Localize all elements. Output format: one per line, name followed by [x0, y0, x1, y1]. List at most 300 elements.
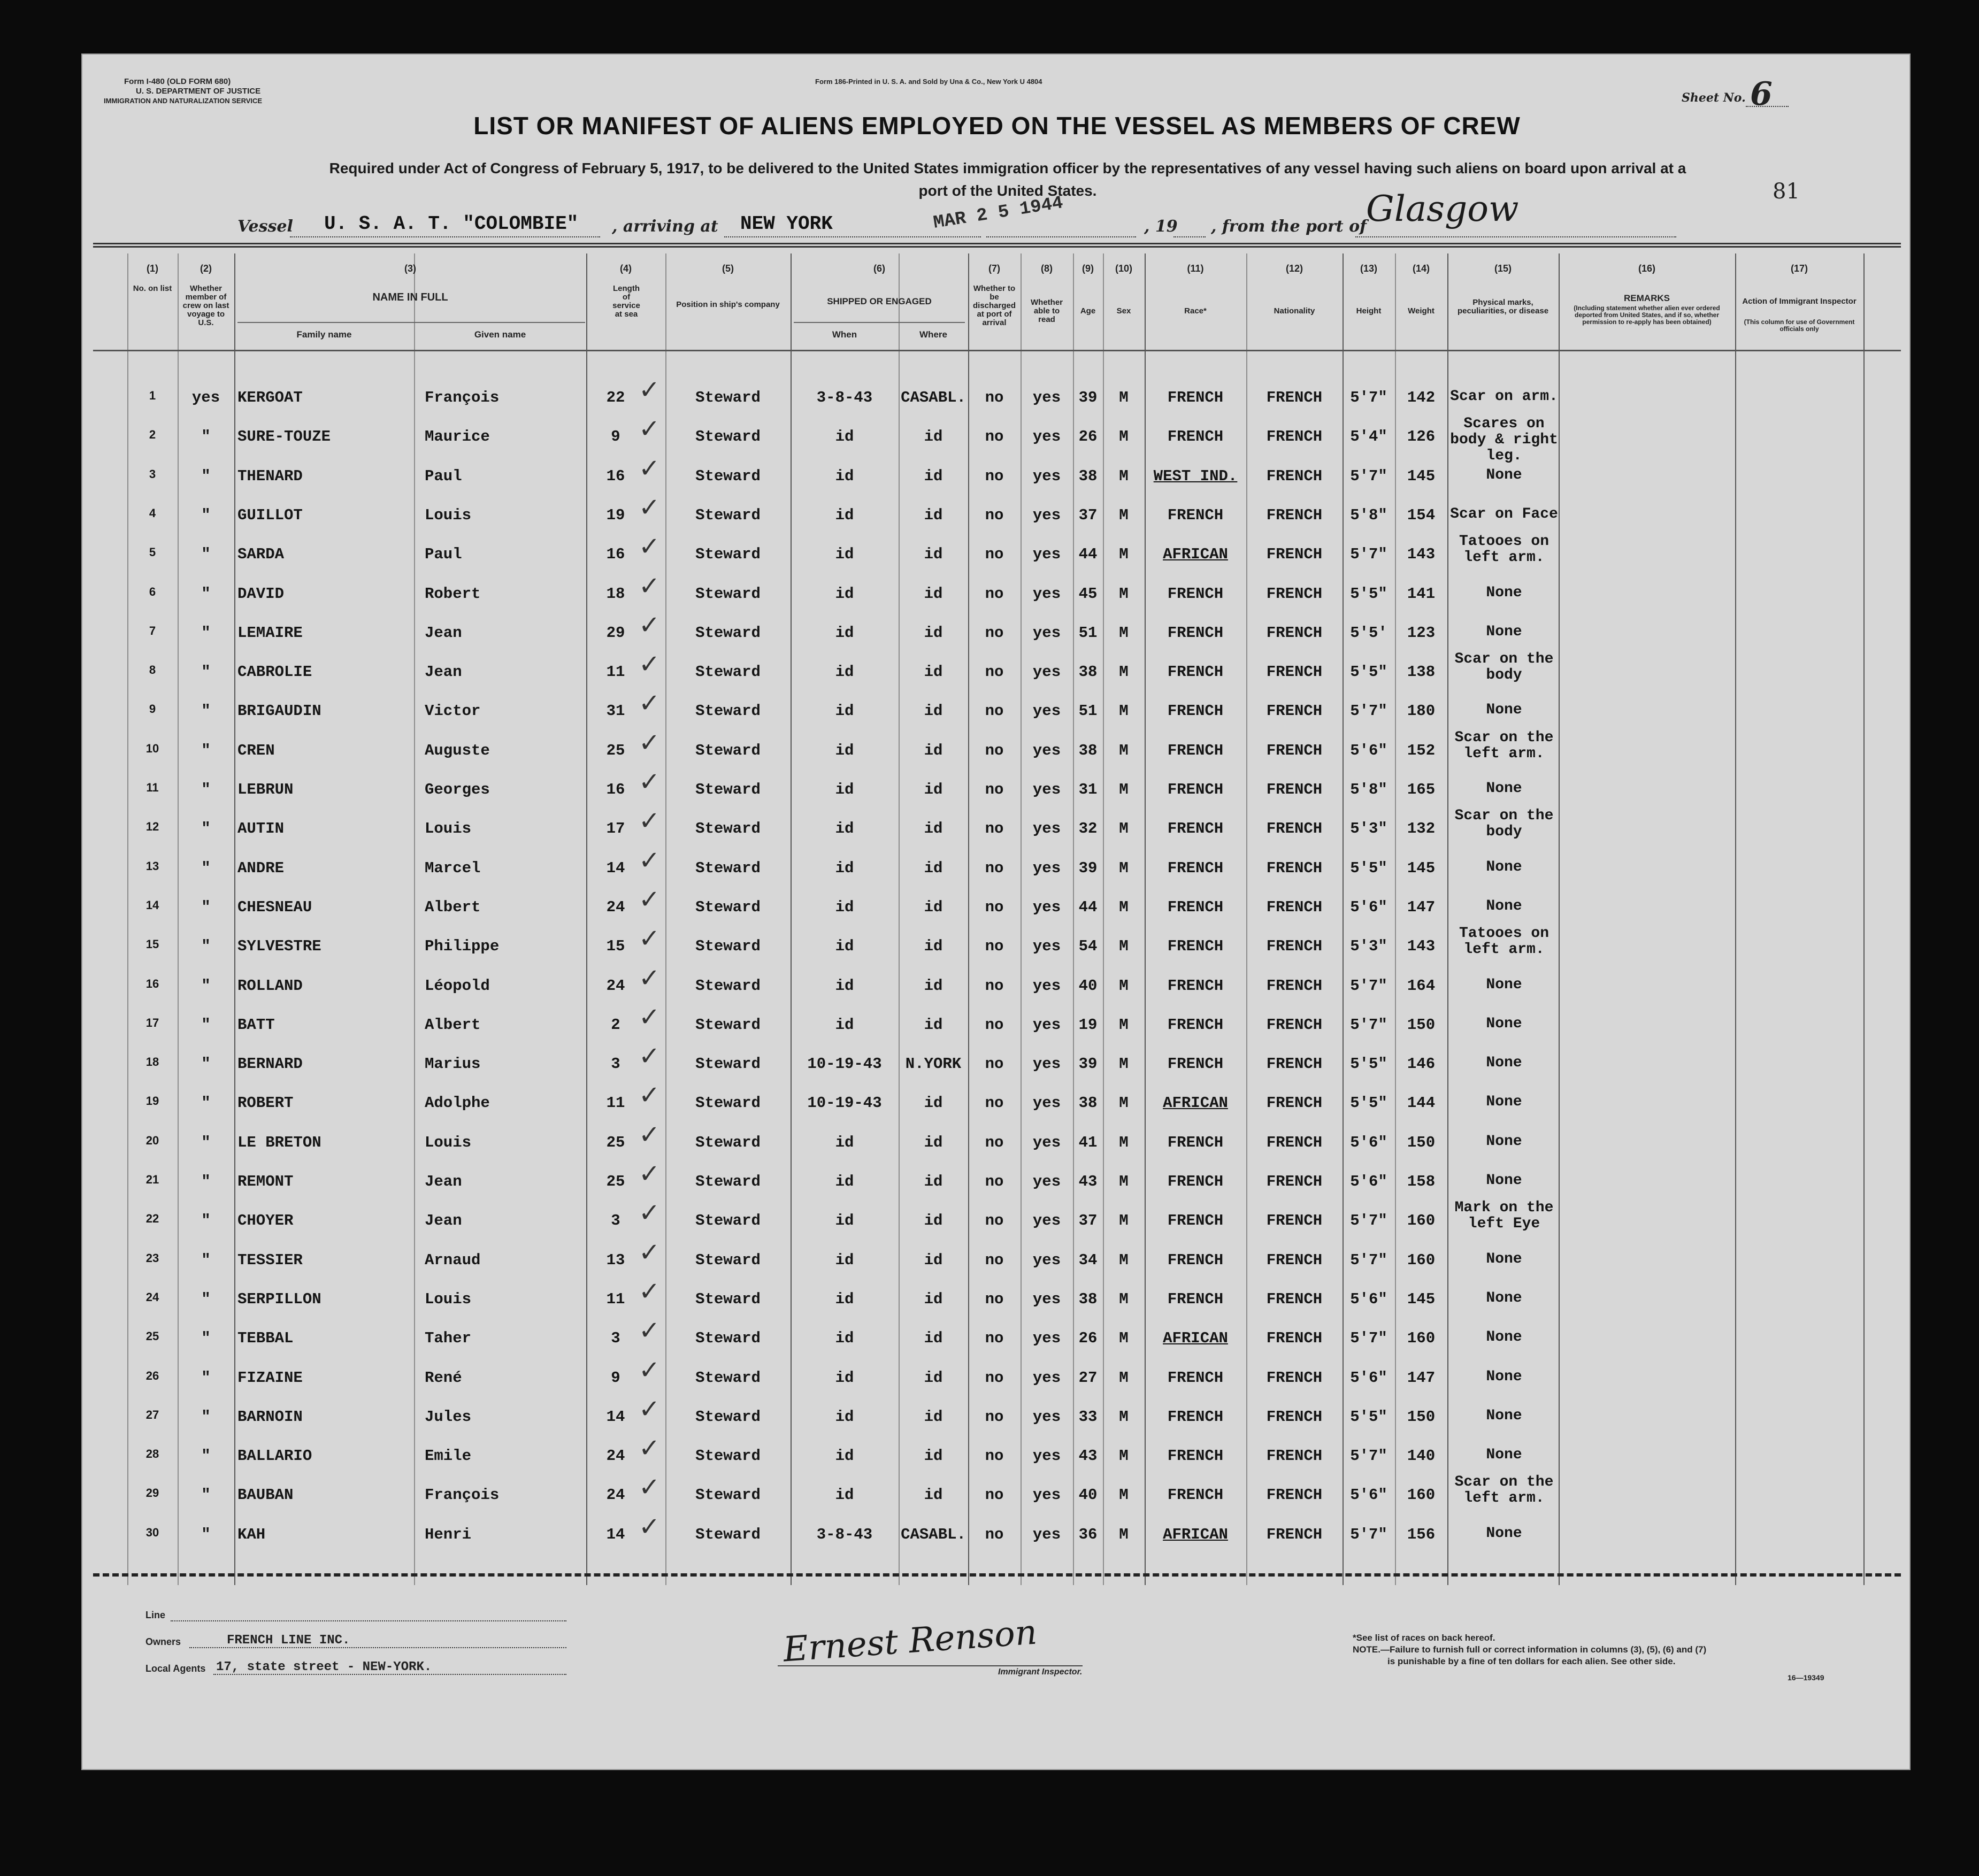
row-weight: 123 [1407, 624, 1436, 642]
row-family: CREN [237, 741, 275, 759]
row-no: 18 [145, 1055, 159, 1069]
row-service: 2 [611, 1016, 620, 1034]
row-service: 29 [606, 624, 625, 642]
col-service: Length of service at sea [612, 284, 640, 319]
row-no: 14 [145, 898, 159, 912]
row-position: Steward [695, 1212, 761, 1230]
row-race: FRENCH [1167, 1447, 1224, 1465]
row-height: 5'5" [1350, 1094, 1387, 1112]
row-marks: None [1486, 702, 1522, 719]
row-discharged: no [985, 1525, 1004, 1543]
row-read: yes [1032, 820, 1061, 838]
row-weight: 147 [1407, 1368, 1436, 1387]
row-when: id [835, 741, 854, 759]
races-note: *See list of races on back hereof. [1353, 1633, 1495, 1643]
row-nationality: FRENCH [1266, 781, 1323, 798]
row-when: id [835, 585, 854, 603]
row-race: FRENCH [1167, 1212, 1224, 1230]
row-when: id [835, 1447, 854, 1465]
row-marks: None [1486, 1368, 1522, 1385]
checkmark-icon: ✓ [639, 1237, 661, 1267]
row-nationality: FRENCH [1266, 1133, 1323, 1151]
row-crew: " [201, 1212, 211, 1230]
row-given: René [425, 1368, 462, 1387]
row-read: yes [1032, 1173, 1061, 1190]
row-discharged: no [985, 1447, 1004, 1465]
row-discharged: no [985, 1251, 1004, 1269]
row-when: id [835, 1408, 854, 1426]
row-where: id [924, 898, 943, 916]
row-where: id [924, 1016, 943, 1034]
row-read: yes [1032, 937, 1061, 956]
row-nationality: FRENCH [1266, 545, 1323, 564]
row-no: 3 [149, 467, 156, 481]
row-position: Steward [695, 977, 761, 995]
row-height: 5'7" [1350, 467, 1387, 485]
checkmark-icon: ✓ [639, 571, 661, 601]
col-given: Given name [474, 329, 526, 340]
row-when: id [835, 1133, 854, 1151]
row-crew: " [201, 663, 211, 681]
row-no: 12 [145, 820, 159, 834]
row-read: yes [1032, 585, 1061, 603]
row-position: Steward [695, 1329, 761, 1348]
row-service: 16 [606, 467, 625, 485]
row-service: 25 [606, 1133, 625, 1151]
printer-line: Form 186-Printed in U. S. A. and Sold by Una & Co., New York U 4804 [815, 78, 1042, 86]
row-given: Louis [425, 820, 472, 838]
row-no: 5 [149, 545, 156, 559]
row-weight: 140 [1407, 1447, 1436, 1465]
row-weight: 152 [1407, 741, 1436, 759]
row-read: yes [1032, 1290, 1061, 1308]
col-discharged: Whether to be discharged at port of arrival [972, 284, 1016, 327]
row-sex: M [1119, 585, 1129, 603]
row-marks: None [1486, 1094, 1522, 1111]
row-race: FRENCH [1167, 781, 1224, 798]
row-age: 32 [1078, 820, 1098, 838]
row-service: 14 [606, 1408, 625, 1426]
row-given: Maurice [425, 428, 490, 446]
row-no: 6 [149, 585, 156, 598]
row-position: Steward [695, 1525, 761, 1543]
row-read: yes [1032, 389, 1061, 406]
row-service: 3 [611, 1055, 620, 1073]
row-height: 5'5" [1350, 1408, 1387, 1426]
row-when: id [835, 937, 854, 956]
row-height: 5'6" [1350, 1486, 1387, 1504]
row-height: 5'5' [1350, 624, 1387, 642]
row-position: Steward [695, 1173, 761, 1190]
row-weight: 160 [1407, 1251, 1436, 1269]
row-weight: 143 [1407, 937, 1436, 956]
row-marks: None [1486, 1250, 1522, 1267]
row-service: 9 [611, 428, 620, 446]
row-given: Marius [425, 1055, 481, 1073]
row-crew: " [201, 781, 211, 798]
row-weight: 142 [1407, 389, 1436, 406]
row-marks: Scar on the body [1454, 808, 1554, 841]
row-age: 39 [1078, 859, 1098, 877]
row-race: WEST IND. [1153, 467, 1238, 485]
row-race: FRENCH [1167, 1290, 1224, 1308]
row-when: id [835, 1016, 854, 1034]
row-race: FRENCH [1167, 702, 1224, 720]
row-sex: M [1119, 506, 1129, 524]
row-height: 5'7" [1350, 977, 1387, 995]
row-marks: None [1486, 1525, 1522, 1542]
row-position: Steward [695, 1055, 761, 1073]
row-height: 5'4" [1350, 428, 1387, 446]
row-weight: 160 [1407, 1212, 1436, 1230]
checkmark-icon: ✓ [639, 1355, 661, 1385]
row-position: Steward [695, 1251, 761, 1269]
row-where: id [924, 1368, 943, 1387]
row-marks: None [1486, 1289, 1522, 1306]
row-weight: 156 [1407, 1525, 1436, 1543]
row-family: ANDRE [237, 859, 285, 877]
row-where: id [924, 1329, 943, 1348]
checkmark-icon: ✓ [639, 1002, 661, 1032]
checkmark-icon: ✓ [639, 1041, 661, 1072]
row-height: 5'6" [1350, 741, 1387, 759]
row-crew: " [201, 1290, 211, 1308]
row-race: FRENCH [1167, 1251, 1224, 1269]
row-where: id [924, 1408, 943, 1426]
row-position: Steward [695, 585, 761, 603]
row-service: 25 [606, 1173, 625, 1190]
checkmark-icon: ✓ [639, 1119, 661, 1150]
row-age: 38 [1078, 663, 1098, 681]
checkmark-icon: ✓ [639, 375, 661, 405]
row-marks: None [1486, 1172, 1522, 1189]
row-nationality: FRENCH [1266, 1173, 1323, 1190]
row-service: 14 [606, 859, 625, 877]
row-family: REMONT [237, 1173, 294, 1190]
row-when: id [835, 624, 854, 642]
date-stamp: MAR 2 5 1944 [932, 193, 1065, 234]
row-discharged: no [985, 389, 1004, 406]
row-where: id [924, 977, 943, 995]
row-marks: None [1486, 1133, 1522, 1150]
row-service: 11 [606, 663, 625, 681]
from-port: Glasgow [1366, 188, 1519, 229]
row-race: FRENCH [1167, 898, 1224, 916]
row-discharged: no [985, 1133, 1004, 1151]
row-position: Steward [695, 467, 761, 485]
row-sex: M [1119, 820, 1129, 838]
row-race: FRENCH [1167, 389, 1224, 406]
row-family: BAUBAN [237, 1486, 294, 1504]
page-number: 81 [1773, 179, 1800, 204]
row-age: 41 [1078, 1133, 1098, 1151]
row-discharged: no [985, 624, 1004, 642]
checkmark-icon: ✓ [639, 649, 661, 680]
col-age: Age [1080, 306, 1096, 316]
row-position: Steward [695, 663, 761, 681]
row-race: FRENCH [1167, 1368, 1224, 1387]
service: IMMIGRATION AND NATURALIZATION SERVICE [104, 97, 263, 105]
row-given: Victor [425, 702, 481, 720]
row-marks: None [1486, 623, 1522, 640]
row-weight: 147 [1407, 898, 1436, 916]
row-height: 5'6" [1350, 898, 1387, 916]
row-marks: Scar on Face [1450, 505, 1558, 522]
row-weight: 141 [1407, 585, 1436, 603]
row-marks: Tatooes on left arm. [1459, 533, 1550, 566]
row-given: Louis [425, 1133, 472, 1151]
row-marks: None [1486, 976, 1522, 993]
row-read: yes [1032, 1251, 1061, 1269]
row-sex: M [1119, 1055, 1129, 1073]
row-race: FRENCH [1167, 663, 1224, 681]
row-marks: None [1486, 1329, 1522, 1346]
row-position: Steward [695, 781, 761, 798]
row-family: THENARD [237, 467, 303, 485]
row-read: yes [1032, 741, 1061, 759]
row-height: 5'7" [1350, 1212, 1387, 1230]
row-service: 13 [606, 1251, 625, 1269]
row-service: 18 [606, 585, 625, 603]
row-race: FRENCH [1167, 585, 1224, 603]
row-age: 31 [1078, 781, 1098, 798]
row-service: 11 [606, 1094, 625, 1112]
row-discharged: no [985, 585, 1004, 603]
row-family: ROLLAND [237, 977, 303, 995]
row-nationality: FRENCH [1266, 506, 1323, 524]
row-when: id [835, 506, 854, 524]
row-service: 17 [606, 820, 625, 838]
row-weight: 180 [1407, 702, 1436, 720]
row-position: Steward [695, 1408, 761, 1426]
row-nationality: FRENCH [1266, 1212, 1323, 1230]
row-sex: M [1119, 898, 1129, 916]
row-crew: " [201, 1055, 211, 1073]
row-crew: " [201, 1094, 211, 1112]
row-given: Louis [425, 506, 472, 524]
row-height: 5'7" [1350, 1525, 1387, 1543]
checkmark-icon: ✓ [639, 688, 661, 719]
row-no: 19 [145, 1094, 159, 1108]
row-race: FRENCH [1167, 1133, 1224, 1151]
row-when: id [835, 859, 854, 877]
row-read: yes [1032, 545, 1061, 564]
row-given: Jean [425, 663, 462, 681]
row-age: 40 [1078, 1486, 1098, 1504]
row-discharged: no [985, 1290, 1004, 1308]
checkmark-icon: ✓ [639, 610, 661, 640]
row-crew: " [201, 624, 211, 642]
checkmark-icon: ✓ [639, 1511, 661, 1542]
row-discharged: no [985, 977, 1004, 995]
row-family: SARDA [237, 545, 285, 564]
row-family: TESSIER [237, 1251, 303, 1269]
table-end-rule [93, 1573, 1901, 1577]
row-crew: " [201, 1368, 211, 1387]
row-height: 5'6" [1350, 1368, 1387, 1387]
row-when: id [835, 781, 854, 798]
row-nationality: FRENCH [1266, 977, 1323, 995]
row-read: yes [1032, 1055, 1061, 1073]
row-sex: M [1119, 389, 1129, 406]
row-height: 5'7" [1350, 1329, 1387, 1348]
row-height: 5'3" [1350, 820, 1387, 838]
row-family: BARNOIN [237, 1408, 303, 1426]
row-when: 3-8-43 [816, 389, 873, 406]
row-position: Steward [695, 1368, 761, 1387]
checkmark-icon: ✓ [639, 1080, 661, 1111]
row-race: AFRICAN [1163, 1329, 1228, 1348]
row-marks: Scar on the left arm. [1454, 1474, 1554, 1507]
row-crew: " [201, 1329, 211, 1348]
row-discharged: no [985, 741, 1004, 759]
row-where: id [924, 585, 943, 603]
row-age: 38 [1078, 1094, 1098, 1112]
row-where: id [924, 859, 943, 877]
row-service: 15 [606, 937, 625, 956]
sheet-label: Sheet No. [1682, 91, 1746, 105]
row-no: 22 [145, 1212, 159, 1226]
row-sex: M [1119, 1447, 1129, 1465]
row-age: 38 [1078, 1290, 1098, 1308]
row-crew: " [201, 898, 211, 916]
row-sex: M [1119, 1486, 1129, 1504]
row-position: Steward [695, 1447, 761, 1465]
row-marks: Scares on body & right leg. [1450, 416, 1558, 465]
row-when: id [835, 1486, 854, 1504]
row-family: AUTIN [237, 820, 285, 838]
row-family: CABROLIE [237, 663, 312, 681]
row-nationality: FRENCH [1266, 741, 1323, 759]
from-port-label: , from the port of [1211, 217, 1367, 236]
row-race: FRENCH [1167, 1408, 1224, 1426]
checkmark-icon: ✓ [639, 1316, 661, 1346]
row-where: id [924, 1173, 943, 1190]
row-nationality: FRENCH [1266, 428, 1323, 446]
row-sex: M [1119, 1408, 1129, 1426]
row-no: 1 [149, 389, 156, 402]
row-position: Steward [695, 1290, 761, 1308]
row-weight: 145 [1407, 1290, 1436, 1308]
row-marks: None [1486, 897, 1522, 914]
row-age: 39 [1078, 1055, 1098, 1073]
row-nationality: FRENCH [1266, 663, 1323, 681]
row-nationality: FRENCH [1266, 820, 1323, 838]
row-race: FRENCH [1167, 1173, 1224, 1190]
row-service: 31 [606, 702, 625, 720]
row-position: Steward [695, 1094, 761, 1112]
row-position: Steward [695, 859, 761, 877]
row-race: AFRICAN [1163, 1094, 1228, 1112]
row-given: Jean [425, 1212, 462, 1230]
row-race: FRENCH [1167, 506, 1224, 524]
row-weight: 150 [1407, 1016, 1436, 1034]
row-height: 5'6" [1350, 1290, 1387, 1308]
row-sex: M [1119, 624, 1129, 642]
row-given: François [425, 1486, 500, 1504]
row-discharged: no [985, 1055, 1004, 1073]
row-crew: " [201, 1408, 211, 1426]
row-read: yes [1032, 1133, 1061, 1151]
row-crew: " [201, 1251, 211, 1269]
row-weight: 138 [1407, 663, 1436, 681]
row-no: 24 [145, 1290, 159, 1304]
row-service: 24 [606, 1486, 625, 1504]
row-where: id [924, 702, 943, 720]
row-no: 25 [145, 1329, 159, 1343]
row-given: Albert [425, 1016, 481, 1034]
row-read: yes [1032, 1016, 1061, 1034]
row-discharged: no [985, 1016, 1004, 1034]
form-id: Form I-480 (OLD FORM 680) [124, 77, 231, 86]
row-given: Paul [425, 545, 462, 564]
row-marks: None [1486, 1055, 1522, 1072]
row-height: 5'5" [1350, 859, 1387, 877]
row-when: id [835, 1212, 854, 1230]
row-crew: " [201, 937, 211, 956]
row-crew: " [201, 1447, 211, 1465]
row-given: Paul [425, 467, 462, 485]
row-nationality: FRENCH [1266, 1408, 1323, 1426]
form-code: 16—19349 [1788, 1673, 1824, 1682]
row-nationality: FRENCH [1266, 1368, 1323, 1387]
row-discharged: no [985, 506, 1004, 524]
row-discharged: no [985, 781, 1004, 798]
row-marks: Mark on the left Eye [1454, 1200, 1554, 1233]
row-discharged: no [985, 1408, 1004, 1426]
row-no: 29 [145, 1486, 159, 1500]
row-height: 5'5" [1350, 663, 1387, 681]
row-age: 38 [1078, 467, 1098, 485]
col-height: Height [1356, 306, 1382, 316]
row-age: 39 [1078, 389, 1098, 406]
row-family: TEBBAL [237, 1329, 294, 1348]
row-nationality: FRENCH [1266, 585, 1323, 603]
col-name: NAME IN FULL [372, 291, 448, 303]
row-nationality: FRENCH [1266, 1055, 1323, 1073]
row-age: 27 [1078, 1368, 1098, 1387]
row-no: 8 [149, 663, 156, 677]
row-service: 16 [606, 545, 625, 564]
row-crew: " [201, 585, 211, 603]
row-no: 30 [145, 1525, 159, 1539]
row-age: 37 [1078, 1212, 1098, 1230]
col-read: Whether able to read [1031, 298, 1063, 324]
row-no: 28 [145, 1447, 159, 1461]
row-given: Jean [425, 1173, 462, 1190]
row-sex: M [1119, 545, 1129, 564]
row-age: 40 [1078, 977, 1098, 995]
row-crew: " [201, 1133, 211, 1151]
row-weight: 160 [1407, 1486, 1436, 1504]
row-service: 24 [606, 1447, 625, 1465]
row-where: id [924, 1094, 943, 1112]
row-sex: M [1119, 741, 1129, 759]
row-nationality: FRENCH [1266, 702, 1323, 720]
row-age: 51 [1078, 702, 1098, 720]
row-marks: Scar on the left arm. [1454, 729, 1554, 762]
row-sex: M [1119, 1368, 1129, 1387]
row-no: 4 [149, 506, 156, 520]
row-when: id [835, 428, 854, 446]
row-crew: " [201, 1016, 211, 1034]
checkmark-icon: ✓ [639, 453, 661, 483]
row-read: yes [1032, 1447, 1061, 1465]
row-where: id [924, 937, 943, 956]
row-weight: 145 [1407, 859, 1436, 877]
row-race: FRENCH [1167, 859, 1224, 877]
row-read: yes [1032, 898, 1061, 916]
